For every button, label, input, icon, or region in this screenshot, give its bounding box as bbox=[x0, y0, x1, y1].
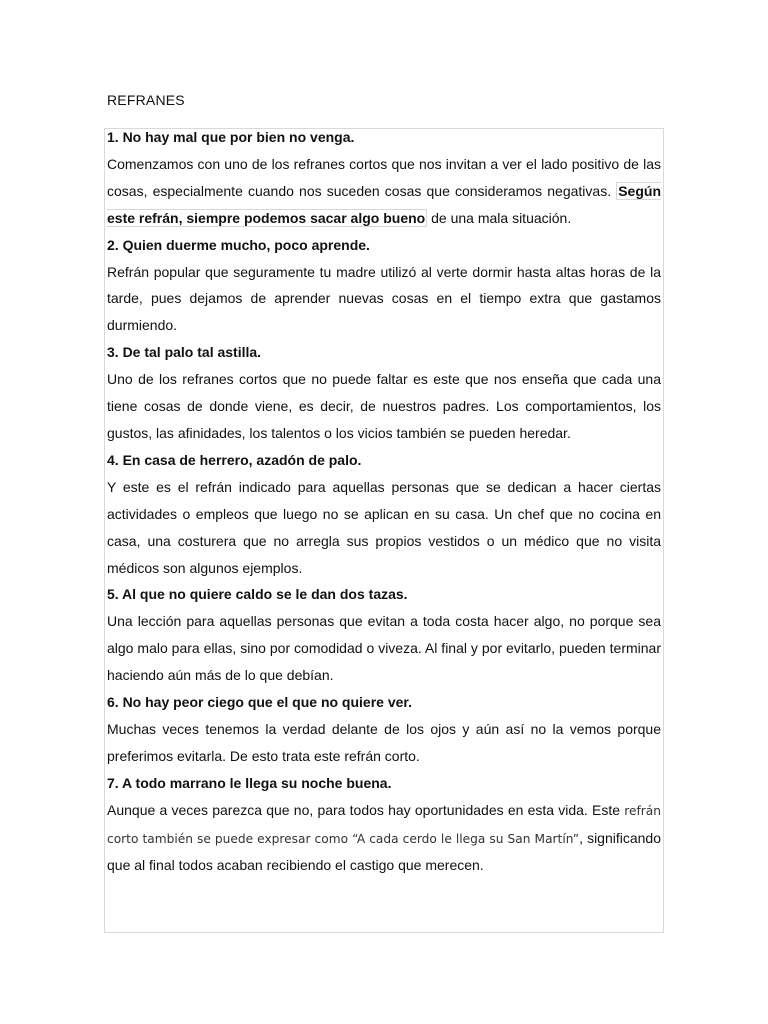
refran-1-highlight: Según este refrán, siempre podemos sacar algo bueno bbox=[107, 182, 661, 226]
refran-3-body: Uno de los refranes cortos que no puede faltar es este que nos enseña que cada una tiene cosas de donde viene, es decir, de nuestros padres. Los comportamientos, los gustos, las afinidades, los talentos o los vicios también se pueden heredar. bbox=[107, 371, 661, 441]
refran-3-heading: 3. De tal palo tal astilla. bbox=[107, 344, 262, 361]
refran-2-body: Refrán popular que seguramente tu madre utilizó al verte dormir hasta altas horas de la tarde, pues dejamos de aprender nuevas cosas en el tiempo extra que gastamos durmiendo. bbox=[107, 263, 661, 334]
refran-7-alt-text: refrán corto también se puede expresar como “A cada cerdo le llega su San Martín” bbox=[107, 803, 661, 846]
refran-7-body-end: , significando que al final todos acaban recibiendo el castigo que merecen. bbox=[107, 829, 662, 874]
refran-5-body: Una lección para aquellas personas que evitan a toda costa hacer algo, no porque sea algo malo para ellas, sino por comodidad o viveza. Al final y por evitarlo, pueden terminar haciendo aún más de lo que debían. bbox=[107, 613, 661, 684]
refran-7-body bbox=[107, 797, 661, 880]
refranes-list bbox=[107, 124, 661, 879]
refran-6-body: Muchas veces tenemos la verdad delante de los ojos y aún así no la vemos porque preferimos evitarla. De esto trata este refrán corto. bbox=[107, 720, 661, 764]
refran-7-heading: 7. A todo marrano le llega su noche buena. bbox=[107, 774, 392, 791]
refran-6-heading: 6. No hay peor ciego que el que no quiere ver. bbox=[107, 694, 412, 711]
document-title: REFRANES bbox=[107, 92, 185, 108]
refran-2-heading: 2. Quien duerme mucho, poco aprende. bbox=[107, 236, 370, 253]
refran-1-body-end: de una mala situación. bbox=[427, 209, 572, 226]
refran-5-heading: 5. Al que no quiere caldo se le dan dos tazas. bbox=[107, 586, 408, 603]
refran-1-heading: 1. No hay mal que por bien no venga. bbox=[107, 129, 355, 145]
refran-4-body: Y este es el refrán indicado para aquellas personas que se dedican a hacer ciertas actividades o empleos que luego no se aplican en su casa. Un chef que no cocina en casa, una costurera que no arregla sus propios vestidos o un médico que no visita médicos son algunos ejemplos. bbox=[107, 478, 661, 576]
refran-1-body-start: Comenzamos con uno de los refranes cortos que nos invitan a ver el lado positivo de las cosas, especialmente cuando nos suceden cosas que consideramos negativas. bbox=[107, 155, 661, 199]
refran-4-heading: 4. En casa de herrero, azadón de palo. bbox=[107, 451, 362, 468]
refran-7-body-start: Aunque a veces parezca que no, para todos hay oportunidades en esta vida. Este bbox=[107, 801, 625, 818]
refran-1-body bbox=[107, 151, 661, 232]
